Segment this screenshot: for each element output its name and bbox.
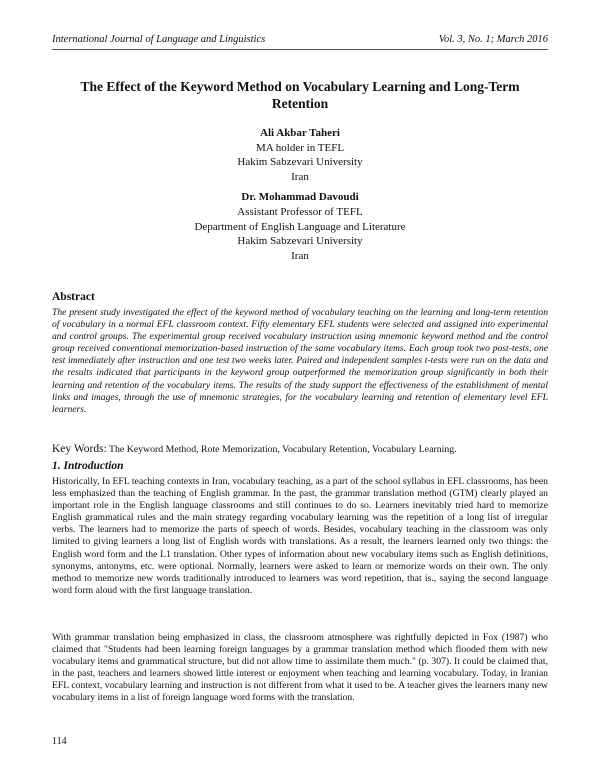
body-paragraph: With grammar translation being emphasized in class, the classroom atmosphere was rightfully depicted in Fox (1987) who claimed that "Students had been learning foreign languages by a grammar translation method which flooded them with new vocabulary items and grammatical structure, but did not allow time to assimilate them much." (p. 307). It could be claimed that, in the past, teachers and learners showed little interest or enjoyment when teaching and learning vocabulary. Today, in Iranian EFL context, vocabulary learning and instruction is not different from what it used to be. A teacher gives the learners many new vocabulary items in a list of foreign language word forms with the translation. xyxy=(52,632,548,704)
author-affiliation: Iran xyxy=(291,249,309,262)
author-affiliation: Department of English Language and Literature xyxy=(194,220,406,233)
header-rule xyxy=(52,49,548,50)
abstract-heading: Abstract xyxy=(52,291,95,303)
running-header xyxy=(52,34,548,45)
keywords-text: The Keyword Method, Rote Memorization, Vocabulary Retention, Vocabulary Learning. xyxy=(109,444,457,455)
author-affiliation: Hakim Sabzevari University xyxy=(237,156,363,169)
page-number: 114 xyxy=(52,736,67,747)
abstract-text: The present study investigated the effect of the keyword method of vocabulary teaching on the learning and long-term retention of vocabulary in a normal EFL classroom context. Fifty elementary EFL students were selected and assigned into experimental and control groups. The experimental group received vocabulary instruction using mnemonic keyword method and the control group received conventional memorization-based instruction of the same vocabulary items. Each group took two post-tests, one test immediately after instruction and one test two weeks later. Paired and independent samples t-tests were run on the data and the results indicated that participants in the keyword group outperformed the memorization group significantly in both their learning and retention of the vocabulary items. The results of the study support the effectiveness of the establishment of mental links and images, through the use of mnemonic strategies, for the vocabulary learning and retention of elementary level EFL learners. xyxy=(52,307,548,415)
author-name: Dr. Mohammad Davoudi xyxy=(241,191,359,204)
author-block xyxy=(60,126,540,263)
body-paragraph: Historically, In EFL teaching contexts in Iran, vocabulary teaching, as a part of the school syllabus in EFL classrooms, has been less emphasized than the teaching of English grammar. In the past, the grammar translation method (GTM) clearly played an important role in the English language classrooms and still continues to do so. Learners inevitably tried hard to memorize English grammatical rules and the main strategy regarding vocabulary learning was the repetition of a long list of irregular verbs. The learners had to memorize the parts of speech of words. Besides, vocabulary teaching in the classroom was only limited to giving learners a long list of English words with translations. As a result, the learners learned only two things: the English word form and the L1 translation. Other types of information about new vocabulary items such as English definitions, synonyms, antonyms, etc. were optional. Normally, learners were asked to learn or memorize words on their own. The only method to memorize new words traditionally introduced to learners was word repetition, that is., saying the second language word form aloud with the first language translation. xyxy=(52,476,548,596)
author-affiliation: Iran xyxy=(291,170,309,183)
keywords xyxy=(52,443,548,455)
keywords-label: Key Words: xyxy=(52,443,107,455)
author-affiliation: Assistant Professor of TEFL xyxy=(237,205,363,218)
author-affiliation: Hakim Sabzevari University xyxy=(237,235,363,248)
author-1 xyxy=(60,126,540,184)
section-heading-introduction: 1. Introduction xyxy=(52,460,124,472)
author-name: Ali Akbar Taheri xyxy=(260,127,340,139)
author-affiliation: MA holder in TEFL xyxy=(255,141,345,154)
author-2 xyxy=(60,190,540,263)
paper-title: The Effect of the Keyword Method on Vocabulary Learning and Long-Term Retention xyxy=(80,79,520,111)
journal-name: International Journal of Language and Linguistics xyxy=(52,34,266,45)
issue-info: Vol. 3, No. 1; March 2016 xyxy=(438,34,548,45)
